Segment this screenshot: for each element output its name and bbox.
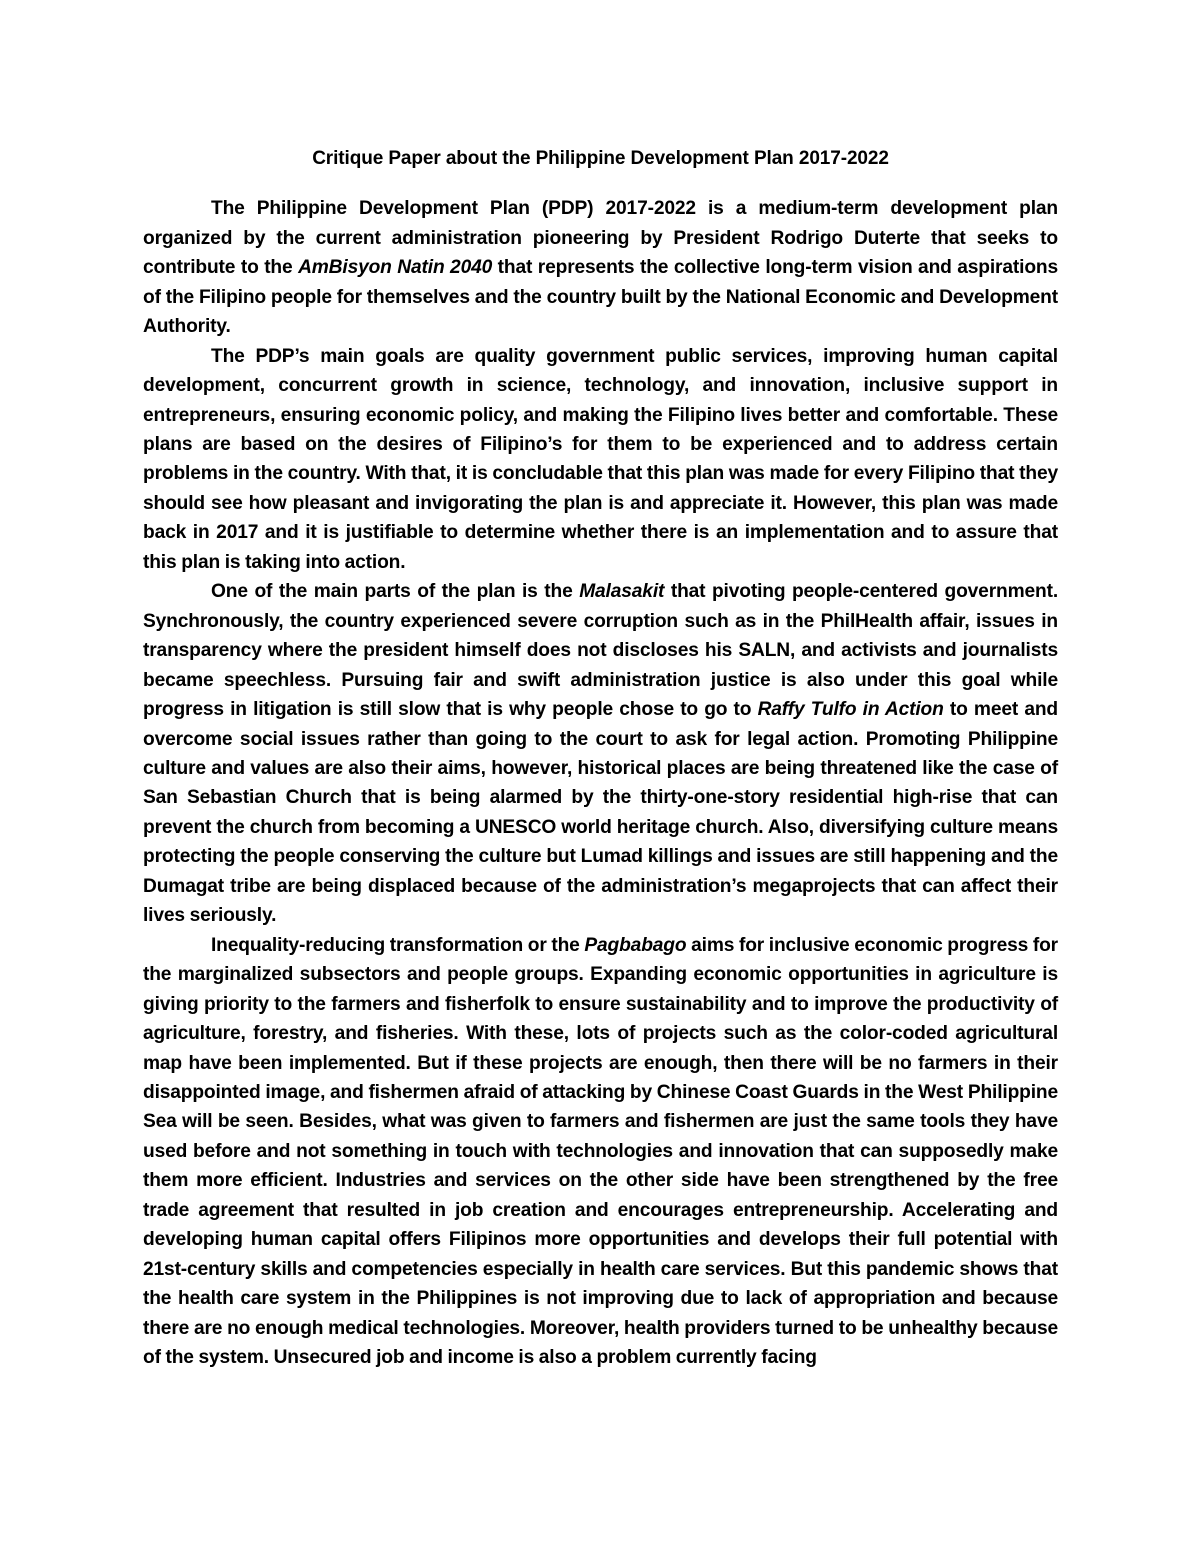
text-run: that represents the collective long-term vision and aspirations of the Filipino people for themselves and the country built by the National Economic and Development Authority. [143,257,1058,338]
paragraph-malasakit [143,577,1058,930]
text-run: to meet and overcome social issues rather than going to the court to ask for legal action. Promoting Philippine culture and values are also their aims, however, historical places are being threatened like the case of San Sebastian Church that is being alarmed by the thirty-one-story residential high-rise that can prevent the church from becoming a UNESCO world heritage church. Also, diversifying culture means protecting the people conserving the culture but Lumad killings and issues are still happening and the Dumagat tribe are being displaced because of the administration’s megaprojects that can affect their lives seriously. [143,699,1058,927]
paragraph-intro [143,194,1058,341]
paragraph-main-goals [143,342,1058,578]
text-run: that pivoting people-centered government. Synchronously, the country experienced severe corruption such as in the PhilHealth affair, issues in transparency where the president himself does not discloses his SALN, and activists and journalists became speechless. Pursuing fair and swift administration justice is also under this goal while progress in litigation is still slow that is why people chose to go to [143,581,1059,721]
italic-term: Pagbabago [584,934,687,956]
text-run: The Philippine Development Plan (PDP) 2017-2022 is a medium-term development plan organized by the current administration pioneering by President Rodrigo Duterte that seeks to contribute to the [143,198,1058,279]
paragraph-pagbabago [143,931,1058,1373]
document-title: Critique Paper about the Philippine Development Plan 2017-2022 [312,148,889,169]
text-run: One of the main parts of the plan is the [211,581,580,603]
text-run: Inequality-reducing transformation or the [211,934,585,956]
italic-term: AmBisyon Natin 2040 [298,257,493,279]
italic-term: Malasakit [579,581,665,603]
text-run: aims for inclusive economic progress for the marginalized subsectors and people groups. Expanding economic opportunities in agriculture is giving priority to the farmers and fisherfolk to ensure sustainability and to improve the productivity of agriculture, forestry, and fisheries. With these, lots of projects such as the color-coded agricultural map have been implemented. But if these projects are enough, then there will be no farmers in their disappointed image, and fishermen afraid of attacking by Chinese Coast Guards in the West Philippine Sea will be seen. Besides, what was given to farmers and fishermen are just the same tools they have used before and not something in touch with technologies and innovation that can supposedly make them more efficient. Industries and services on the other side have been strengthened by the free trade agreement that resulted in job creation and encourages entrepreneurship. Accelerating and developing human capital offers Filipinos more opportunities and develops their full potential with 21st-century skills and competencies especially in health care services. But this pandemic shows that the health care system in the Philippines is not improving due to lack of appropriation and because there are no enough medical technologies. Moreover, health providers turned to be unhealthy because of the system. Unsecured job and income is also a problem currently facing [143,934,1058,1369]
text-run: The PDP’s main goals are quality government public services, improving human capital development, concurrent growth in science, technology, and innovation, inclusive support in entrepreneurs, ensuring economic policy, and making the Filipino lives better and comfortable. These plans are based on the desires of Filipino’s for them to be experienced and to address certain problems in the country. With that, it is concludable that this plan was made for every Filipino that they should see how pleasant and invigorating the plan is and appreciate it. However, this plan was made back in 2017 and it is justifiable to determine whether there is an implementation and to assure that this plan is taking into action. [143,345,1058,573]
italic-term: Raffy Tulfo in Action [757,699,944,721]
document-body [143,144,1058,1373]
